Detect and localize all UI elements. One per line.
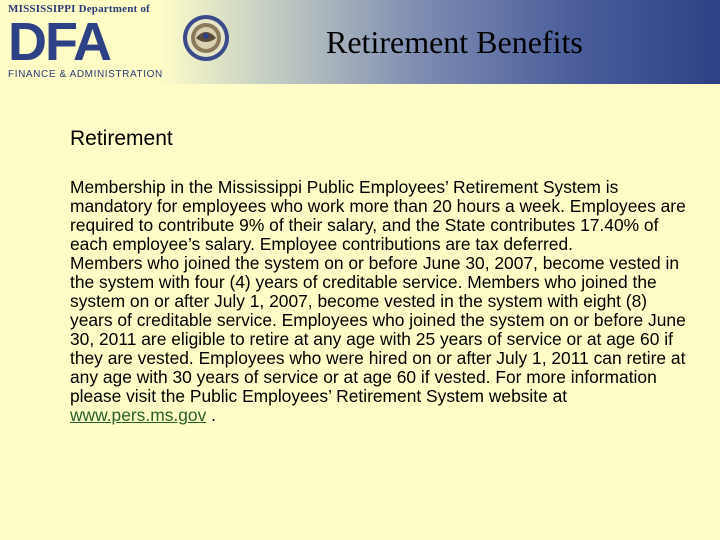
agency-abbreviation: DFA (8, 12, 110, 72)
header-banner (0, 0, 720, 84)
agency-name-top: MISSISSIPPI Department of (8, 3, 150, 15)
section-heading: Retirement (70, 127, 173, 150)
content-area (70, 126, 690, 425)
page-title: Retirement Benefits (326, 24, 583, 60)
pers-website-link[interactable]: www.pers.ms.gov (70, 405, 207, 425)
vesting-text: Members who joined the system on or before June 30, 2007, become vested in the system with four (4) years of creditable service. Members who joined the system on or after July 1, 2007, become vested in the system with eight (8) years of creditable service. Employees who joined the system on or before June 30, 2011 are eligible to retire at any age with 25 years of service or at age 60 if they are vested. Employees who were hired on or after July 1, 2011 can retire at any age with 30 years of service or at age 60 if vested. For more information please visit the Public Employees’ Retirement System website at (70, 253, 686, 406)
dfa-logo (0, 0, 230, 84)
vesting-paragraph (70, 254, 690, 425)
state-seal-icon (182, 14, 230, 62)
membership-paragraph: Membership in the Mississippi Public Employees’ Retirement System is mandatory for employees who work more than 20 hours a week. Employees are required to contribute 9% of their salary, and the State contributes 17.40% of each employee’s salary. Employee contributions are tax deferred. (70, 177, 686, 254)
agency-name-bottom: FINANCE & ADMINISTRATION (8, 69, 163, 80)
vesting-text-end: . (206, 405, 216, 425)
